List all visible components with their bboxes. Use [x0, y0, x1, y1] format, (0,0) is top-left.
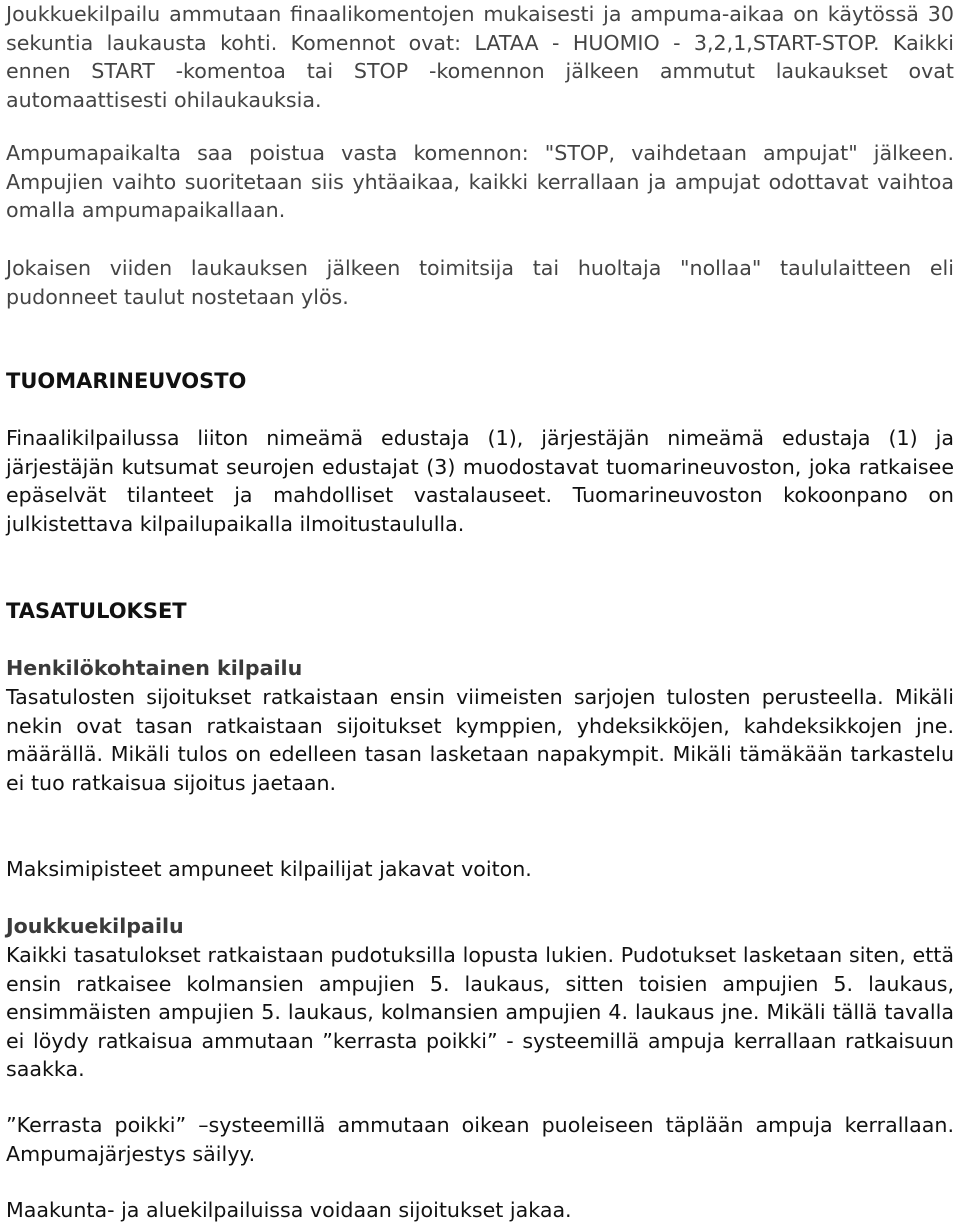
paragraph-leaving-position: Ampumapaikalta saa poistua vasta komennon: "STOP, vaihdetaan ampujat" jälkeen. Ampujien vaihto suoritetaan siis yhtäaikaa, kaikki kerrallaan ja ampujat odottavat vaihtoa omalla ampumapaikallaan. [6, 141, 954, 223]
heading-ties: TASATULOKSET [6, 599, 187, 623]
paragraph-team-ties: Kaikki tasatulokset ratkaistaan pudotuksilla lopusta lukien. Pudotukset lasketaan siten, että ensin ratkaisee kolmansien ampujien 5. laukaus, sitten toisien ampujien 5. laukaus, ensimmäisten ampujien 5. laukaus, kolmansien ampujien 4. laukaus jne. Mikäli tällä tavalla ei löydy ratkaisua ammutaan ”kerrasta poikki” - systeemillä ampuja kerrallaan ratkaisuun saakka. [6, 943, 954, 1082]
paragraph-individual-ties: Tasatulosten sijoitukset ratkaistaan ensin viimeisten sarjojen tulosten perusteella. Mikäli nekin ovat tasan ratkaistaan sijoitukset kymppien, yhdeksikköjen, kahdeksikkojen jne. määrällä. Mikäli tulos on edelleen tasan lasketaan napakympit. Mikäli tämäkään tarkastelu ei tuo ratkaisua sijoitus jaetaan. [6, 685, 954, 795]
heading-jury: TUOMARINEUVOSTO [6, 369, 247, 393]
subheading-individual: Henkilökohtainen kilpailu [6, 656, 303, 680]
paragraph-regional: Maakunta- ja aluekilpailuissa voidaan sijoitukset jakaa. [6, 1198, 572, 1222]
subheading-team: Joukkuekilpailu [6, 914, 184, 938]
paragraph-shootoff: ”Kerrasta poikki” –systeemillä ammutaan oikean puoleiseen täplään ampuja kerrallaan. Ampumajärjestys säilyy. [6, 1113, 954, 1166]
paragraph-max-points: Maksimipisteet ampuneet kilpailijat jakavat voiton. [6, 857, 532, 881]
paragraph-final-commands: Joukkuekilpailu ammutaan finaalikomentojen mukaisesti ja ampuma-aikaa on käytössä 30 sekuntia laukausta kohti. Komennot ovat: LATAA - HUOMIO - 3,2,1,START-STOP. Kaikki ennen START -komentoa tai STOP -komennon jälkeen ammutut laukaukset ovat automaattisesti ohilaukauksia. [6, 2, 954, 112]
paragraph-jury: Finaalikilpailussa liiton nimeämä edustaja (1), järjestäjän nimeämä edustaja (1) ja järjestäjän kutsumat seurojen edustajat (3) muodostavat tuomarineuvoston, joka ratkaisee epäselvät tilanteet ja mahdolliset vastalauseet. Tuomarineuvoston kokoonpano on julkistettava kilpailupaikalla ilmoitustaululla. [6, 426, 954, 536]
paragraph-target-reset: Jokaisen viiden laukauksen jälkeen toimitsija tai huoltaja "nollaa" taululaitteen eli pudonneet taulut nostetaan ylös. [6, 256, 954, 309]
